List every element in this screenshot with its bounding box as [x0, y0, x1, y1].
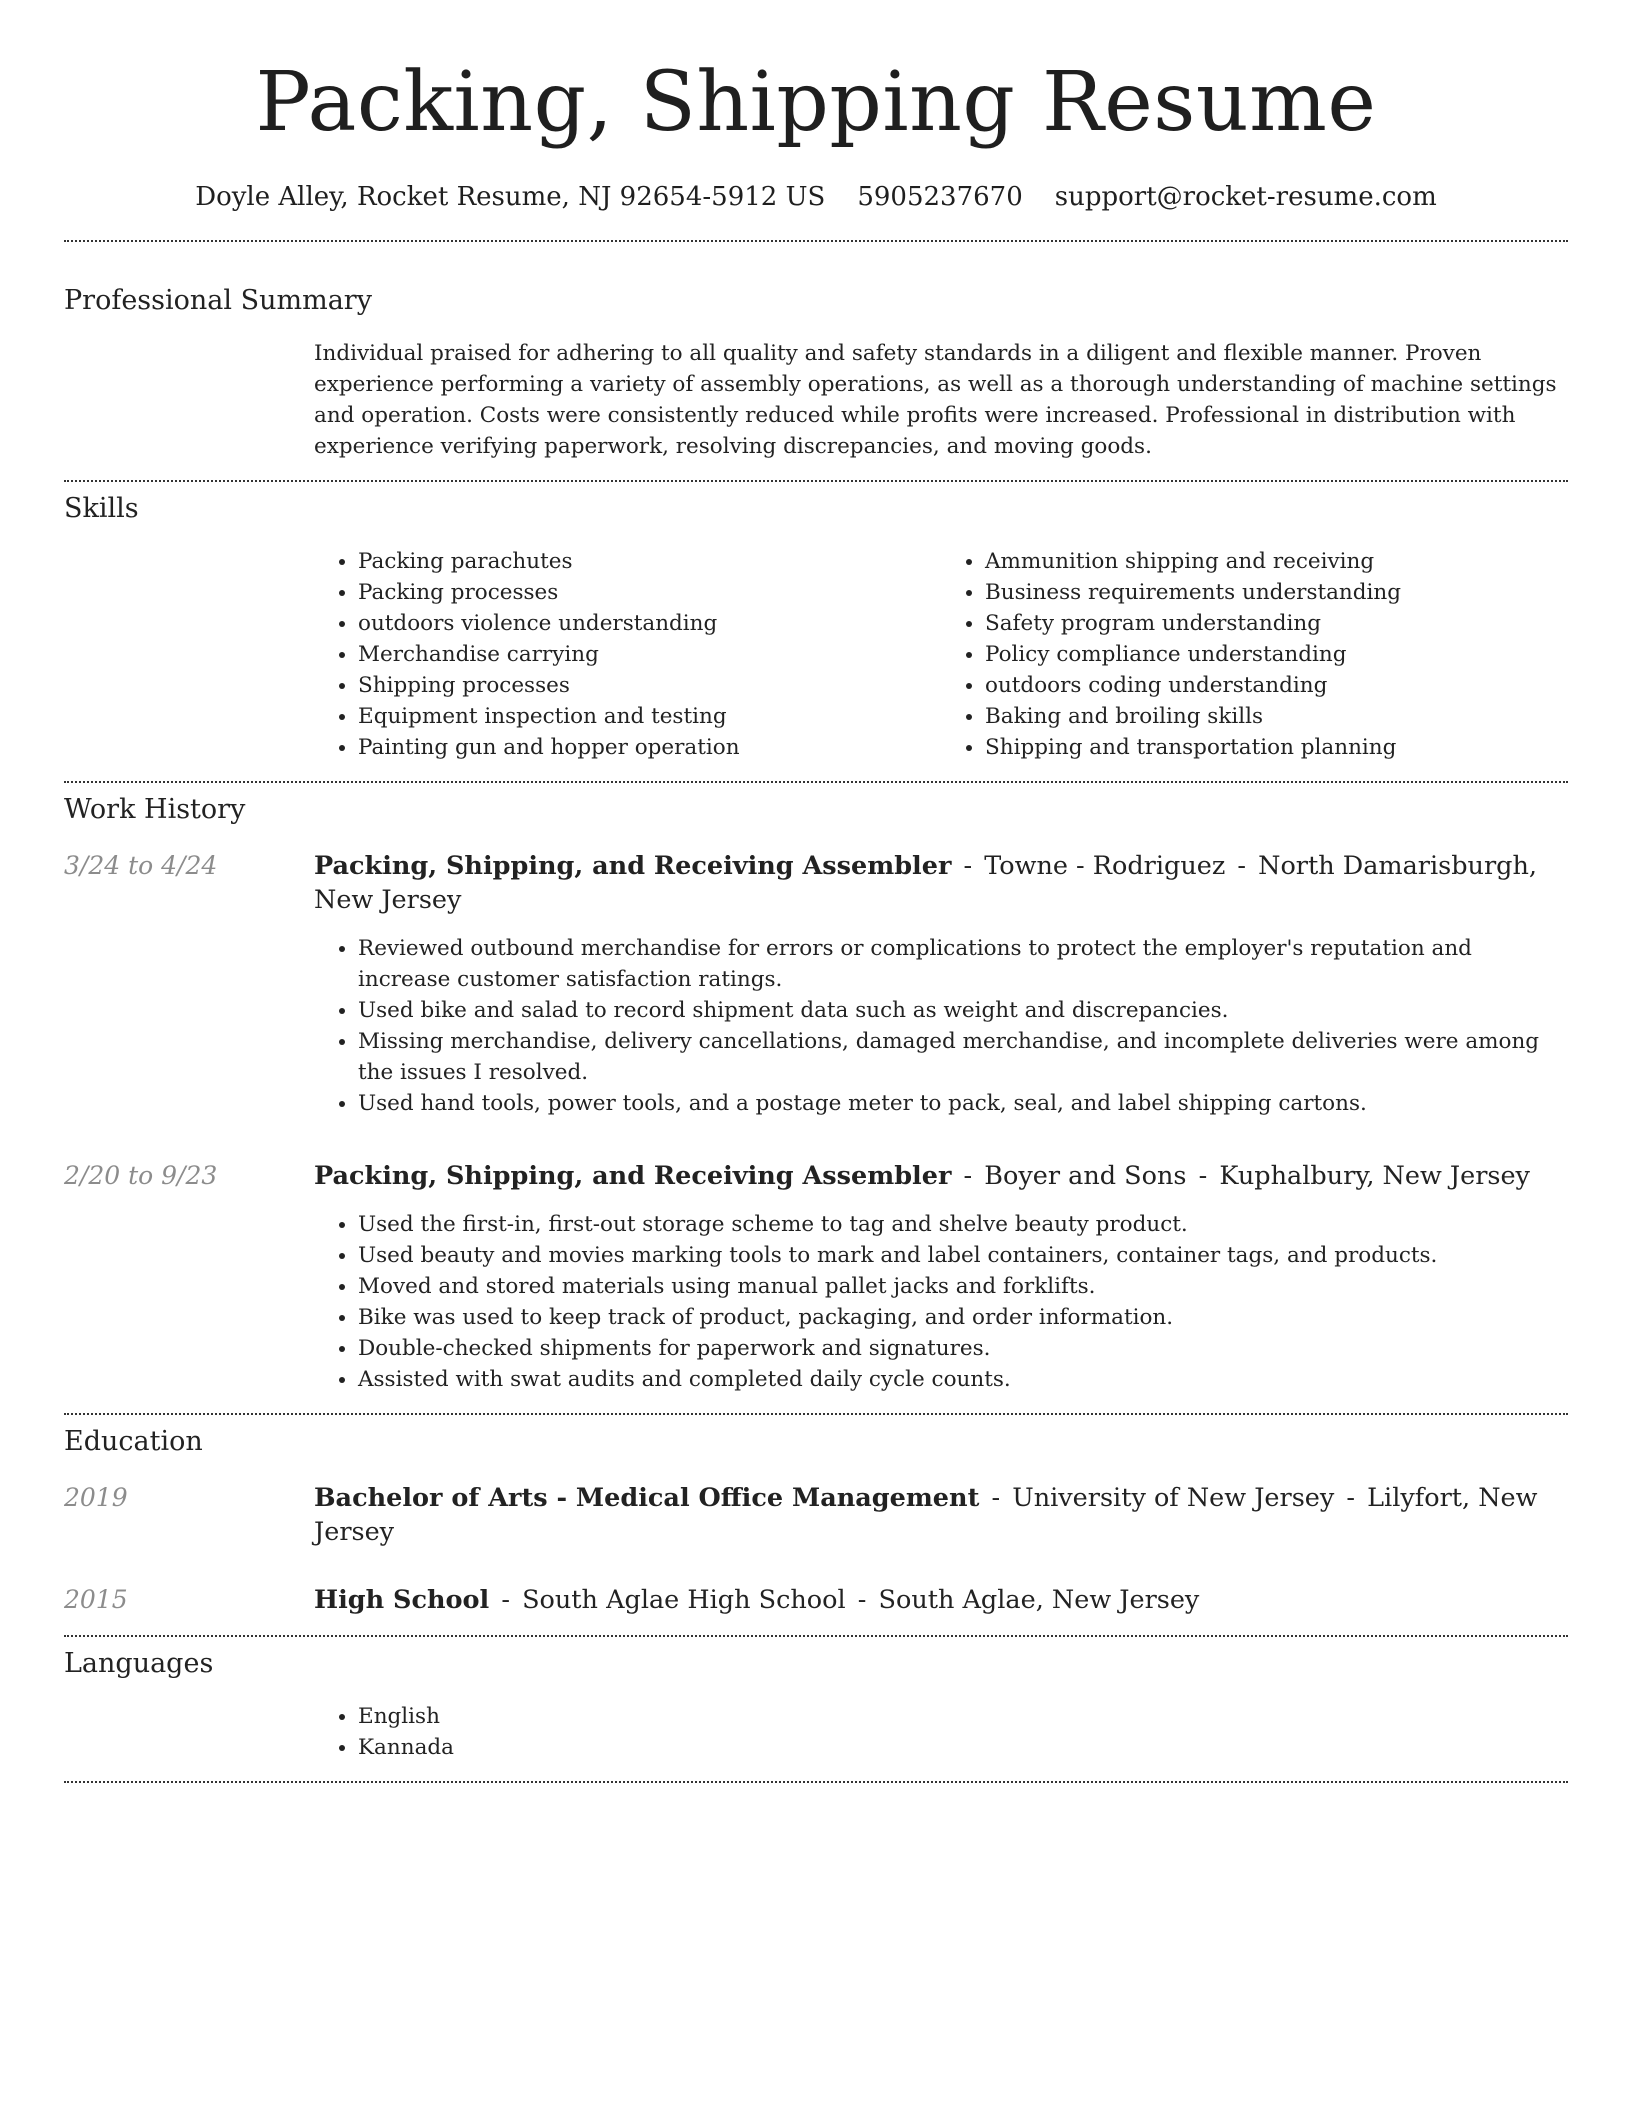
education-school: University of New Jersey: [1012, 1483, 1335, 1513]
education-degree: Bachelor of Arts - Medical Office Management: [314, 1483, 980, 1513]
contact-address: Doyle Alley, Rocket Resume, NJ 92654-5912 US: [195, 182, 826, 212]
job-bullet: • Assisted with swat audits and completed daily cycle counts.: [358, 1364, 1568, 1395]
skill-item: • Equipment inspection and testing: [358, 701, 941, 732]
job-bullet: • Used the first-in, first-out storage scheme to tag and shelve beauty product.: [358, 1209, 1568, 1240]
job-location: North Damarisburgh, New Jersey: [314, 851, 1538, 915]
job-title-line: [314, 1159, 1530, 1193]
section-title-work: Work History: [64, 794, 246, 825]
skill-item: • Safety program understanding: [985, 608, 1568, 639]
section-languages: [64, 1647, 1568, 1763]
contact-email[interactable]: support@rocket-resume.com: [1054, 182, 1437, 212]
section-skills: [64, 492, 1568, 763]
job-location: Kuphalbury, New Jersey: [1219, 1161, 1530, 1191]
job-bullet: • Reviewed outbound merchandise for errors or complications to protect the employer's reputation and increase customer satisfaction ratings.: [358, 933, 1568, 995]
section-divider: [64, 1635, 1568, 1637]
skill-item: • outdoors coding understanding: [985, 670, 1568, 701]
job-entry: [64, 1159, 1568, 1193]
job-bullet: • Double-checked shipments for paperwork and signatures.: [358, 1333, 1568, 1364]
job-bullet: • Bike was used to keep track of product, packaging, and order information.: [358, 1302, 1568, 1333]
job-bullet: • Used hand tools, power tools, and a postage meter to pack, seal, and label shipping cartons.: [358, 1088, 1568, 1119]
job-bullet: • Used beauty and movies marking tools to mark and label containers, container tags, and products.: [358, 1240, 1568, 1271]
summary-text: Individual praised for adhering to all quality and safety standards in a diligent and flexible manner. Proven experience performing a variety of assembly operations, as well as a thorough understanding of machine settings and operation. Costs were consistently reduced while profits were increased. Professional in distribution with experience verifying paperwork, resolving discrepancies, and moving goods.: [314, 341, 1557, 459]
job-title-line: [314, 849, 1568, 917]
languages-list: [314, 1701, 1568, 1763]
section-work-history: [64, 793, 1568, 1395]
job-dates: 3/24 to 4/24: [64, 851, 218, 880]
skill-item: • Business requirements understanding: [985, 577, 1568, 608]
separator: -: [963, 851, 973, 881]
education-title-line: [314, 1481, 1568, 1549]
education-location: South Aglae, New Jersey: [878, 1585, 1200, 1615]
section-education: [64, 1425, 1568, 1617]
job-bullet: • Used bike and salad to record shipment data such as weight and discrepancies.: [358, 995, 1568, 1026]
language-item: • English: [358, 1701, 1568, 1732]
education-entry: [64, 1583, 1568, 1617]
job-role: Packing, Shipping, and Receiving Assembler: [314, 851, 952, 881]
separator: -: [1346, 1483, 1356, 1513]
skill-item: • Policy compliance understanding: [985, 639, 1568, 670]
language-item: • Kannada: [358, 1732, 1568, 1763]
section-title-languages: Languages: [64, 1648, 214, 1679]
job-company: Towne - Rodriguez: [984, 851, 1226, 881]
section-divider: [64, 781, 1568, 783]
education-year: 2019: [64, 1483, 128, 1512]
skill-item: • Baking and broiling skills: [985, 701, 1568, 732]
education-location: Lilyfort, New Jersey: [314, 1483, 1538, 1547]
separator: -: [501, 1585, 510, 1615]
skill-item: • Shipping processes: [358, 670, 941, 701]
contact-phone: 5905237670: [857, 182, 1023, 212]
education-title-line: [314, 1583, 1199, 1617]
education-school: South Aglae High School: [522, 1585, 846, 1615]
skill-item: • Shipping and transportation planning: [985, 732, 1568, 763]
education-year: 2015: [64, 1585, 128, 1614]
separator: -: [1198, 1161, 1208, 1191]
skill-item: • Packing parachutes: [358, 546, 941, 577]
skill-item: • Painting gun and hopper operation: [358, 732, 941, 763]
skill-item: • Packing processes: [358, 577, 941, 608]
skill-item: • Ammunition shipping and receiving: [985, 546, 1568, 577]
job-bullet: • Moved and stored materials using manual pallet jacks and forklifts.: [358, 1271, 1568, 1302]
separator: -: [1237, 851, 1247, 881]
separator: -: [991, 1483, 1001, 1513]
section-divider: [64, 240, 1568, 242]
skill-item: • Merchandise carrying: [358, 639, 941, 670]
job-role: Packing, Shipping, and Receiving Assembler: [314, 1161, 952, 1191]
job-dates: 2/20 to 9/23: [64, 1161, 218, 1190]
job-bullets: [314, 1209, 1568, 1395]
skills-list-left: [314, 546, 941, 763]
education-entry: [64, 1481, 1568, 1549]
section-divider: [64, 480, 1568, 482]
section-professional-summary: [64, 284, 1568, 462]
section-title-summary: Professional Summary: [64, 285, 372, 316]
section-title-education: Education: [64, 1426, 203, 1457]
job-bullet: • Missing merchandise, delivery cancellations, damaged merchandise, and incomplete deliveries were among the issues I resolved.: [358, 1026, 1568, 1088]
skills-grid: [314, 546, 1568, 763]
resume-page: [64, 0, 1568, 1783]
section-title-skills: Skills: [64, 493, 139, 524]
job-company: Boyer and Sons: [984, 1161, 1187, 1191]
skill-item: • outdoors violence understanding: [358, 608, 941, 639]
separator: -: [857, 1585, 867, 1615]
separator: -: [963, 1161, 973, 1191]
section-divider: [64, 1781, 1568, 1783]
job-bullets: [314, 933, 1568, 1119]
skills-list-right: [941, 546, 1568, 763]
section-divider: [64, 1413, 1568, 1415]
resume-name: Packing, Shipping Resume: [255, 55, 1377, 150]
contact-line: [64, 180, 1568, 214]
job-entry: [64, 849, 1568, 917]
education-degree: High School: [314, 1585, 490, 1615]
